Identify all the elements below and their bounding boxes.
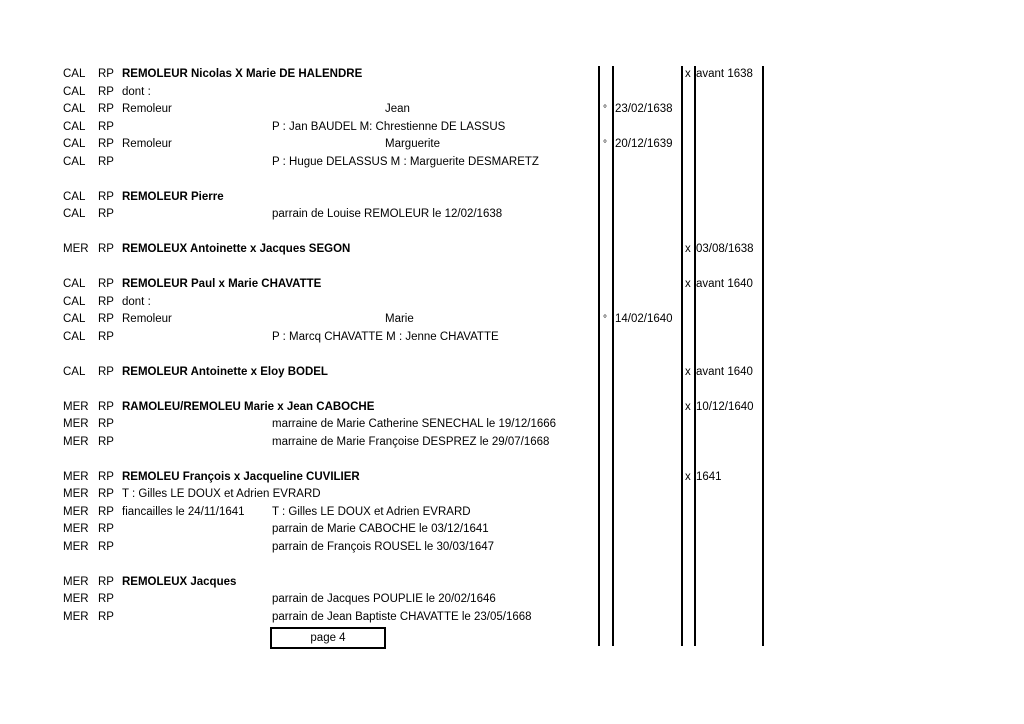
place-cell: CAL bbox=[63, 330, 86, 343]
table-row bbox=[0, 574, 1024, 591]
place-cell: CAL bbox=[63, 190, 86, 203]
rp-cell: RP bbox=[98, 488, 114, 500]
rp-cell: RP bbox=[98, 68, 114, 80]
detail-cell: parrain de Jacques POUPLIE le 20/02/1646 bbox=[272, 593, 496, 605]
name-cell: REMOLEUX Jacques bbox=[122, 575, 237, 588]
marriage-date-cell: avant 1640 bbox=[696, 278, 753, 290]
table-row bbox=[0, 609, 1024, 626]
name-cell: REMOLEU François x Jacqueline CUVILIER bbox=[122, 470, 360, 483]
table-row bbox=[0, 539, 1024, 556]
detail-cell: parrain de Jean Baptiste CHAVATTE le 23/05/1668 bbox=[272, 610, 532, 623]
birth-marker: ° bbox=[603, 104, 607, 115]
table-row bbox=[0, 154, 1024, 171]
name-cell: Remoleur bbox=[122, 313, 172, 325]
marriage-marker: x bbox=[685, 68, 691, 80]
name-cell: fiancailles le 24/11/1641 bbox=[122, 505, 245, 518]
rp-cell: RP bbox=[98, 575, 114, 588]
rp-cell: RP bbox=[98, 85, 114, 98]
table-row bbox=[0, 521, 1024, 538]
rp-cell: RP bbox=[98, 523, 114, 535]
rp-cell: RP bbox=[98, 365, 114, 378]
rp-cell: RP bbox=[98, 120, 114, 133]
birth-date-cell: 14/02/1640 bbox=[615, 313, 673, 325]
detail-cell: marraine de Marie Catherine SENECHAL le 19/12/1666 bbox=[272, 418, 557, 430]
name-cell: REMOLEUR Nicolas X Marie DE HALENDRE bbox=[122, 68, 363, 80]
place-cell: CAL bbox=[63, 85, 86, 98]
place-cell: CAL bbox=[63, 68, 86, 80]
place-cell: CAL bbox=[63, 278, 86, 290]
name-cell: T : Gilles LE DOUX et Adrien EVRARD bbox=[122, 488, 321, 500]
rp-cell: RP bbox=[98, 400, 114, 413]
table-row bbox=[0, 469, 1024, 486]
place-cell: MER bbox=[63, 593, 89, 605]
place-cell: CAL bbox=[63, 313, 86, 325]
name-cell: dont : bbox=[122, 85, 151, 98]
table-row bbox=[0, 276, 1024, 293]
place-cell: MER bbox=[63, 400, 89, 413]
place-cell: MER bbox=[63, 610, 89, 623]
marriage-marker: x bbox=[685, 400, 691, 413]
rp-cell: RP bbox=[98, 610, 114, 623]
birth-date-cell: 23/02/1638 bbox=[615, 103, 673, 115]
detail-cell: parrain de Louise REMOLEUR le 12/02/1638 bbox=[272, 208, 503, 220]
detail-cell: marraine de Marie Françoise DESPREZ le 29/07/1668 bbox=[272, 435, 550, 448]
table-row bbox=[0, 364, 1024, 381]
rp-cell: RP bbox=[98, 313, 114, 325]
rp-cell: RP bbox=[98, 540, 114, 553]
first-name-cell: Marie bbox=[385, 313, 414, 325]
place-cell: MER bbox=[63, 243, 89, 255]
table-row bbox=[0, 416, 1024, 433]
table-row bbox=[0, 591, 1024, 608]
rp-cell: RP bbox=[98, 278, 114, 290]
table-row bbox=[0, 101, 1024, 118]
marriage-date-cell: avant 1640 bbox=[696, 365, 753, 378]
first-name-cell: Jean bbox=[385, 103, 410, 115]
place-cell: CAL bbox=[63, 120, 86, 133]
table-row bbox=[0, 311, 1024, 328]
place-cell: MER bbox=[63, 575, 89, 588]
first-name-cell: Marguerite bbox=[385, 138, 440, 150]
table-row bbox=[0, 486, 1024, 503]
place-cell: CAL bbox=[63, 103, 86, 115]
table-row bbox=[0, 66, 1024, 83]
rp-cell: RP bbox=[98, 208, 114, 220]
name-cell: REMOLEUR Antoinette x Eloy BODEL bbox=[122, 365, 328, 378]
rp-cell: RP bbox=[98, 418, 114, 430]
marriage-marker: x bbox=[685, 243, 691, 255]
name-cell: Remoleur bbox=[122, 138, 172, 150]
name-cell: REMOLEUX Antoinette x Jacques SEGON bbox=[122, 243, 351, 255]
birth-marker: ° bbox=[603, 139, 607, 150]
name-cell: dont : bbox=[122, 295, 151, 308]
marriage-date-cell: 1641 bbox=[696, 470, 722, 483]
table-row bbox=[0, 329, 1024, 346]
place-cell: CAL bbox=[63, 295, 86, 308]
table-row bbox=[0, 119, 1024, 136]
place-cell: MER bbox=[63, 540, 89, 553]
marriage-date-cell: avant 1638 bbox=[696, 68, 753, 80]
rp-cell: RP bbox=[98, 470, 114, 483]
detail-cell: P : Hugue DELASSUS M : Marguerite DESMARETZ bbox=[272, 155, 539, 168]
detail-cell: T : Gilles LE DOUX et Adrien EVRARD bbox=[272, 505, 471, 518]
name-cell: Remoleur bbox=[122, 103, 172, 115]
detail-cell: P : Marcq CHAVATTE M : Jenne CHAVATTE bbox=[272, 330, 499, 343]
rp-cell: RP bbox=[98, 295, 114, 308]
rp-cell: RP bbox=[98, 243, 114, 255]
place-cell: MER bbox=[63, 418, 89, 430]
table-row bbox=[0, 399, 1024, 416]
place-cell: MER bbox=[63, 505, 89, 518]
table-row bbox=[0, 84, 1024, 101]
rp-cell: RP bbox=[98, 103, 114, 115]
marriage-marker: x bbox=[685, 365, 691, 378]
detail-cell: parrain de François ROUSEL le 30/03/1647 bbox=[272, 540, 495, 553]
place-cell: MER bbox=[63, 435, 89, 448]
rp-cell: RP bbox=[98, 330, 114, 343]
rp-cell: RP bbox=[98, 593, 114, 605]
table-row bbox=[0, 241, 1024, 258]
table-row bbox=[0, 294, 1024, 311]
rp-cell: RP bbox=[98, 138, 114, 150]
rp-cell: RP bbox=[98, 155, 114, 168]
rp-cell: RP bbox=[98, 435, 114, 448]
birth-date-cell: 20/12/1639 bbox=[615, 138, 673, 150]
place-cell: CAL bbox=[63, 155, 86, 168]
table-row bbox=[0, 504, 1024, 521]
page-number-label: page 4 bbox=[310, 632, 346, 644]
page-number-box bbox=[270, 627, 386, 649]
detail-cell: P : Jan BAUDEL M: Chrestienne DE LASSUS bbox=[272, 120, 506, 133]
table-row bbox=[0, 434, 1024, 451]
birth-marker: ° bbox=[603, 314, 607, 325]
place-cell: MER bbox=[63, 523, 89, 535]
marriage-marker: x bbox=[685, 278, 691, 290]
place-cell: CAL bbox=[63, 365, 86, 378]
table-row bbox=[0, 136, 1024, 153]
marriage-date-cell: 03/08/1638 bbox=[696, 243, 754, 255]
name-cell: REMOLEUR Paul x Marie CHAVATTE bbox=[122, 278, 322, 290]
marriage-marker: x bbox=[685, 470, 691, 483]
name-cell: RAMOLEU/REMOLEU Marie x Jean CABOCHE bbox=[122, 400, 375, 413]
rp-cell: RP bbox=[98, 190, 114, 203]
detail-cell: parrain de Marie CABOCHE le 03/12/1641 bbox=[272, 523, 489, 535]
rp-cell: RP bbox=[98, 505, 114, 518]
place-cell: CAL bbox=[63, 138, 86, 150]
name-cell: REMOLEUR Pierre bbox=[122, 190, 224, 203]
table-row bbox=[0, 206, 1024, 223]
marriage-date-cell: 10/12/1640 bbox=[696, 400, 754, 413]
place-cell: MER bbox=[63, 470, 89, 483]
place-cell: CAL bbox=[63, 208, 86, 220]
place-cell: MER bbox=[63, 488, 89, 500]
table-row bbox=[0, 189, 1024, 206]
